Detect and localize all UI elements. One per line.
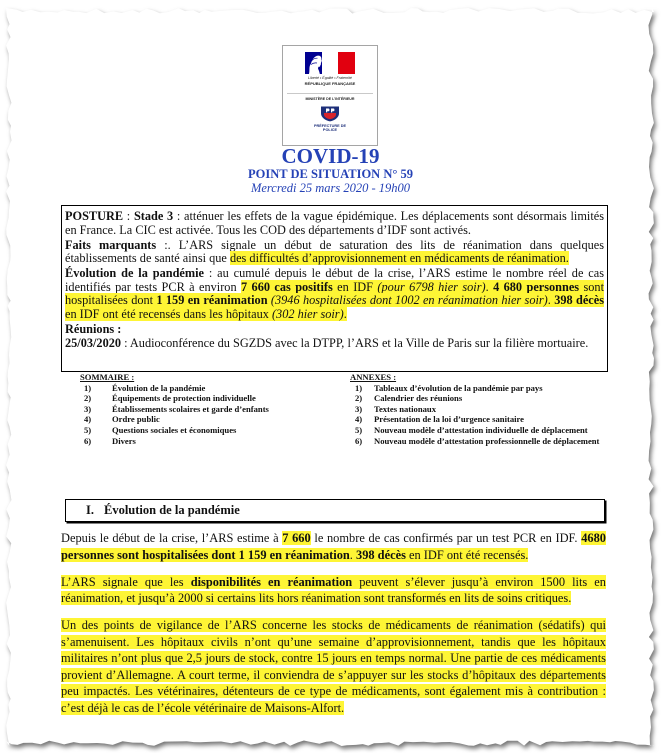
republic-name: RÉPUBLIQUE FRANÇAISE <box>304 81 356 86</box>
item-label: Nouveau modèle d’attestation professionnelle de déplacement <box>374 435 600 446</box>
bold-text: POSTURE <box>65 209 124 223</box>
posture-paragraph <box>65 210 604 237</box>
sommaire-item <box>80 404 320 415</box>
highlighted-text: . <box>547 293 555 308</box>
item-label: Équipements de protection individuelle <box>112 393 256 404</box>
highlighted-text: en IDF <box>332 279 378 294</box>
highlighted-text: 398 décès <box>554 293 604 308</box>
highlighted-text: en IDF ont été recensés. <box>405 547 529 562</box>
highlighted-text: (pour 6798 hier soir) <box>377 279 486 294</box>
item-label: Ordre public <box>112 414 160 425</box>
key-facts-paragraph <box>65 239 604 266</box>
annexes-heading: ANNEXES : <box>350 372 397 382</box>
item-label: Établissements scolaires et garde d’enfants <box>112 403 269 414</box>
pandemic-evolution-paragraph <box>65 267 604 321</box>
marianne-logo-icon <box>305 52 355 74</box>
sommaire-item <box>80 393 320 404</box>
highlighted-text: 4 680 personnes <box>493 279 580 294</box>
section-paragraph <box>61 530 606 563</box>
item-number: 2) <box>355 393 363 404</box>
item-label: Nouveau modèle d’attestation individuelle de déplacement <box>374 424 588 435</box>
highlighted-text: . <box>343 306 347 321</box>
bold-text: Stade 3 <box>133 209 174 223</box>
section-paragraph <box>61 574 606 607</box>
item-number: 4) <box>355 414 363 425</box>
logo-divider <box>287 93 373 94</box>
highlighted-text: disponibilités en réanimation <box>190 574 353 589</box>
highlighted-text: 1 159 en réanimation <box>156 293 268 308</box>
sommaire-item <box>80 383 320 394</box>
annex-item <box>350 414 602 425</box>
summary-box <box>61 205 608 372</box>
item-label: Tableaux d’évolution de la pandémie par pays <box>374 382 543 393</box>
annex-item <box>350 393 602 404</box>
section-body <box>61 530 606 727</box>
section-paragraph <box>61 617 606 716</box>
text-run: le nombre de cas confirmés par un test PCR en IDF. <box>310 531 582 545</box>
item-number: 1) <box>84 382 92 393</box>
highlighted-text: . <box>349 547 356 562</box>
section-number: I. <box>86 503 94 517</box>
item-number: 5) <box>84 424 92 435</box>
sommaire-item <box>80 425 320 436</box>
bold-text: Faits marquants <box>65 237 157 252</box>
meeting-entry <box>65 337 604 351</box>
item-number: 6) <box>84 435 92 446</box>
meetings-heading <box>65 323 604 337</box>
highlighted-text: (3946 hospitalisées dont 1002 en réanimation hier soir) <box>270 293 548 308</box>
text-run: : atténuer les effets de la vague épidémique. Les déplacements sont désormais limités en France. La CIC est activée. Tous les COD des départements d’IDF sont activés. <box>65 209 604 237</box>
situation-number: POINT DE SITUATION N° 59 <box>248 167 413 181</box>
item-number: 3) <box>355 403 363 414</box>
item-label: Divers <box>112 435 136 446</box>
bold-text: Évolution de la pandémie <box>65 266 204 281</box>
ministry-name: MINISTÈRE DE L’INTÉRIEUR <box>305 97 355 101</box>
highlighted-text: peuvent s’élever jusqu’à environ 1500 lits en réanimation, et jusqu’à 2000 si certains lits hors réanimation sont transformés en lits de soins critiques. <box>61 574 606 605</box>
report-date: Mercredi 25 mars 2020 - 19h00 <box>250 181 411 195</box>
sommaire-item <box>80 436 320 447</box>
item-number: 6) <box>355 435 363 446</box>
document-title: COVID-19 <box>281 144 380 168</box>
item-number: 5) <box>355 424 363 435</box>
annexes-list <box>350 372 602 446</box>
highlighted-text: en IDF ont été recensés dans les hôpitaux <box>65 306 272 321</box>
item-number: 4) <box>84 414 92 425</box>
police-emblem-icon <box>318 105 342 122</box>
highlighted-text: 4680 personnes sont hospitalisées dont 1 159 en réanimation <box>61 531 606 562</box>
item-number: 1) <box>355 382 363 393</box>
highlighted-text: (302 hier soir) <box>271 306 344 321</box>
highlighted-text: 398 décès <box>356 547 406 562</box>
sommaire-item <box>80 414 320 425</box>
highlighted-text: 7 660 <box>282 531 311 545</box>
section-title: Évolution de la pandémie <box>104 503 240 517</box>
item-label: Calendrier des réunions <box>374 393 463 404</box>
text-run: : Audioconférence du SGZDS avec la DTPP, l’ARS et la Ville de Paris sur la filière mortuaire. <box>121 335 589 350</box>
government-logo-block <box>282 45 378 146</box>
text-run: : <box>123 209 134 223</box>
highlighted-text: 7 660 cas positifs <box>241 279 333 294</box>
item-label: Évolution de la pandémie <box>112 382 206 393</box>
sommaire-list <box>80 372 320 446</box>
item-label: Textes nationaux <box>374 403 436 414</box>
sommaire-heading: SOMMAIRE : <box>80 372 135 382</box>
item-label: Présentation de la loi d’urgence sanitaire <box>374 414 524 425</box>
item-number: 3) <box>84 403 92 414</box>
highlighted-text: L’ARS signale que les <box>61 574 191 589</box>
highlighted-text: des difficultés d’approvisionnement en médicaments de réanimation. <box>229 251 569 266</box>
bold-text: 25/03/2020 <box>65 335 122 350</box>
annex-item <box>350 404 602 415</box>
item-number: 2) <box>84 393 92 404</box>
highlighted-text: sont hospitalisées dont <box>65 279 604 308</box>
annex-item <box>350 436 602 447</box>
text-run: Depuis le début de la crise, l’ARS estime à <box>61 531 283 545</box>
republic-motto: Liberté • Égalité • Fraternité <box>308 76 352 80</box>
highlighted-text: Un des points de vigilance de l’ARS concerne les stocks de médicaments de réanimation (sédatifs) qui s’amenuisent. Les hôpitaux civils n’ont qu’une semaine d’approvisionnement, tandis que les hôpitaux militaires n’ont plus que 2,5 jours de stock, contre 15 jours en temps normal. Une partie de ces médicaments provient d’Allemagne. A court terme, il conviendra de s’appuyer sur les stocks d’hôpitaux des départements peu impactés. Les vétérinaires, détenteurs de ce type de médicaments, sont également mis à contribution : c’est déjà le cas de l’école vétérinaire de Maisons-Alfort. <box>61 618 606 715</box>
bold-text: Réunions : <box>65 321 122 336</box>
item-label: Questions sociales et économiques <box>112 424 237 435</box>
section-heading <box>65 499 605 522</box>
prefecture-name: PRÉFECTURE DE POLICE <box>313 124 347 133</box>
annex-item <box>350 383 602 394</box>
text-run: :. L’ARS signale un début de saturation des lits de réanimation dans quelques établissements de santé ainsi que <box>65 237 604 266</box>
annex-item <box>350 425 602 436</box>
text-run: : au cumulé depuis le début de la crise, l’ARS estime le nombre réel de cas identifiés par tests PCR à environ <box>65 266 604 294</box>
highlighted-text: . <box>485 279 494 294</box>
